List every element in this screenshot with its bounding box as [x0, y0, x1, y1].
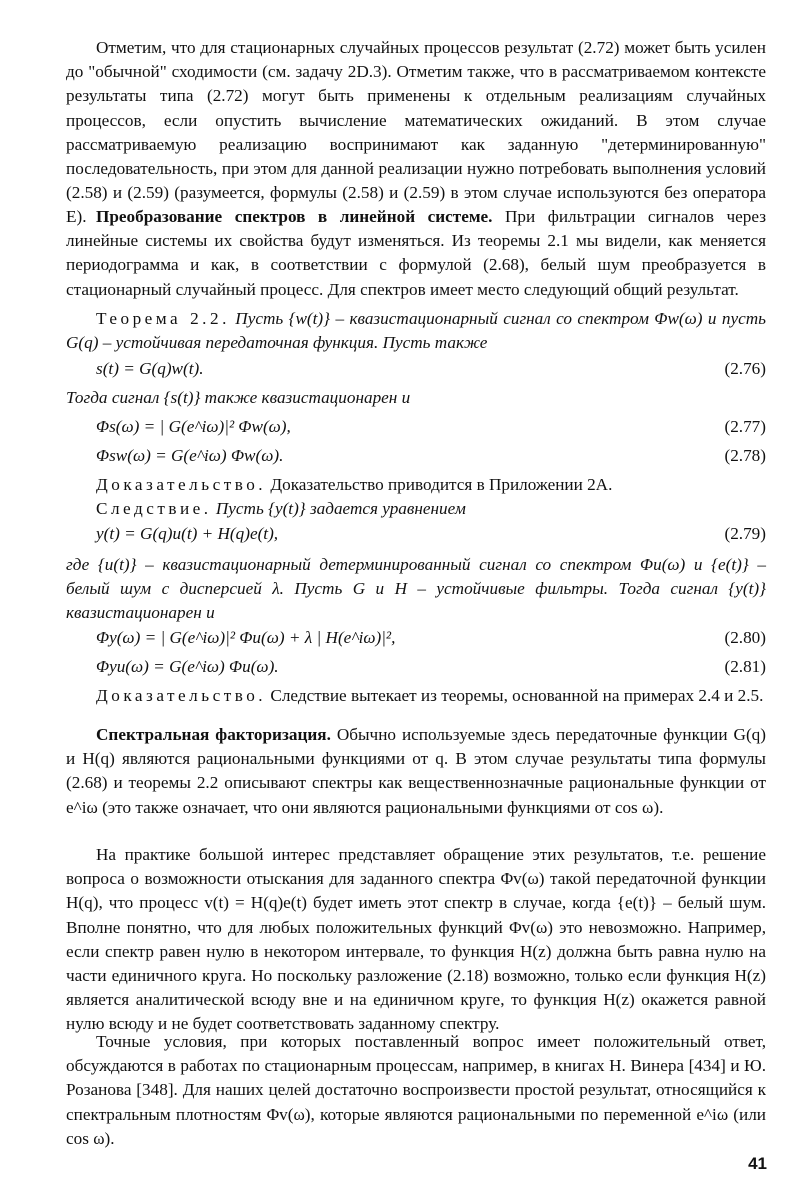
equation-number: (2.80) — [724, 628, 766, 647]
page-number: 41 — [748, 1154, 767, 1173]
corollary-label: Следствие. — [96, 499, 212, 518]
proof-2: Доказательство. Следствие вытекает из теоремы, основанной на примерах 2.4 и 2.5. — [96, 686, 764, 705]
equation-2-81 — [66, 655, 766, 679]
proof-label: Доказательство. — [96, 686, 267, 705]
section-heading-spectral-factorization: Спектральная факторизация. — [96, 725, 331, 744]
equation-formula: Φs(ω) = | G(e^iω)|² Φw(ω), — [96, 417, 291, 436]
theorem-label: Теорема 2.2. — [96, 309, 230, 328]
equation-formula: Φsw(ω) = G(e^iω) Φw(ω). — [96, 446, 284, 465]
paragraph-practice: На практике большой интерес представляет обращение этих результатов, т.е. решение вопроса о возможности отыскания для заданного спектра Φv(ω) такой передаточной функции H(q), что процесс v(t) = H(q)e(t) будет иметь этот спектр в случае, когда {e(t)} – белый шум. Вполне понятно, что для любых положительных функций Φv(ω) это невозможно. Например, если спектр равен нулю в некотором интервале, то функция H(z) должна быть равна нулю на части единичного круга. Но поскольку разложение (2.18) возможно, только если функция H(z) является аналитической всюду вне и на единичном круге, то функция H(z) окажется равной нулю всюду и не будет соответствовать заданному спектру. — [66, 845, 766, 1034]
corollary-conditions: где {u(t)} – квазистационарный детерминированный сигнал со спектром Φu(ω) и {e(t)} – белый шум с дисперсией λ. Пусть G и H – устойчивые фильтры. Тогда сигнал {y(t)} квазистационарен и — [66, 555, 766, 623]
section-heading-spectrum-transform: Преобразование спектров в линейной системе. — [96, 207, 493, 226]
equation-formula: Φy(ω) = | G(e^iω)|² Φu(ω) + λ | H(e^iω)|², — [96, 628, 396, 647]
corollary: Следствие. Пусть {y(t)} задается уравнением — [96, 499, 466, 518]
equation-number: (2.79) — [724, 524, 766, 543]
theorem-conclusion: Тогда сигнал {s(t)} также квазистационарен и — [66, 388, 411, 407]
equation-formula: y(t) = G(q)u(t) + H(q)e(t), — [96, 524, 279, 543]
proof-1: Доказательство. Доказательство приводится в Приложении 2А. — [96, 475, 613, 494]
equation-formula: Φyu(ω) = G(e^iω) Φu(ω). — [96, 657, 279, 676]
equation-2-79 — [66, 522, 766, 546]
equation-number: (2.76) — [724, 359, 766, 378]
paragraph-spectral-factorization: Спектральная факторизация. Обычно используемые здесь передаточные функции G(q) и H(q) являются рациональными функциями от q. В этом случае результаты типа формулы (2.68) и теоремы 2.2 описывают спектры как вещественнозначные рациональные функции от e^iω (это также означает, что они являются рациональными функциями от cos ω). — [66, 725, 766, 817]
equation-number: (2.81) — [724, 657, 766, 676]
proof-label: Доказательство. — [96, 475, 267, 494]
equation-2-78 — [66, 444, 766, 468]
paragraph-convergence: Отметим, что для стационарных случайных процессов результат (2.72) может быть усилен до "обычной" сходимости (см. задачу 2D.3). Отметим также, что в рассматриваемом контексте результаты типа (2.72) могут быть применены к отдельным реализациям случайных процессов, если опустить вычисление математических ожиданий. В этом случае рассматриваемую реализацию воспринимают как заданную "детерминированную" последовательность, при этом для данной реализации нужно потребовать выполнения условий (2.58) и (2.59) (разумеется, формулы (2.58) и (2.59) в этом случае используются без оператора E). — [66, 38, 766, 227]
paragraph-exact-conditions: Точные условия, при которых поставленный вопрос имеет положительный ответ, обсуждаются в работах по стационарным процессам, например, в книгах Н. Винера [434] и Ю. Розанова [348]. Для наших целей достаточно воспроизвести простой результат, относящийся к спектральным плотностям Φv(ω), которые являются рациональными по переменной e^iω (или cos ω). — [66, 1032, 766, 1148]
equation-2-76 — [66, 357, 766, 381]
equation-number: (2.78) — [724, 446, 766, 465]
equation-2-80 — [66, 626, 766, 650]
equation-2-77 — [66, 415, 766, 439]
equation-number: (2.77) — [724, 417, 766, 436]
theorem-2-2: Теорема 2.2. Пусть {w(t)} – квазистационарный сигнал со спектром Φw(ω) и пусть G(q) – устойчивая передаточная функция. Пусть также — [66, 309, 766, 353]
equation-formula: s(t) = G(q)w(t). — [96, 359, 204, 378]
paragraph-spectrum-transform: Преобразование спектров в линейной системе. При фильтрации сигналов через линейные системы их свойства будут изменяться. Из теоремы 2.1 мы видели, как меняется периодограмма и как, в соответствии с формулой (2.68), белый шум преобразуется в стационарный случайный процесс. Для спектров имеет место следующий общий результат. — [66, 207, 766, 299]
